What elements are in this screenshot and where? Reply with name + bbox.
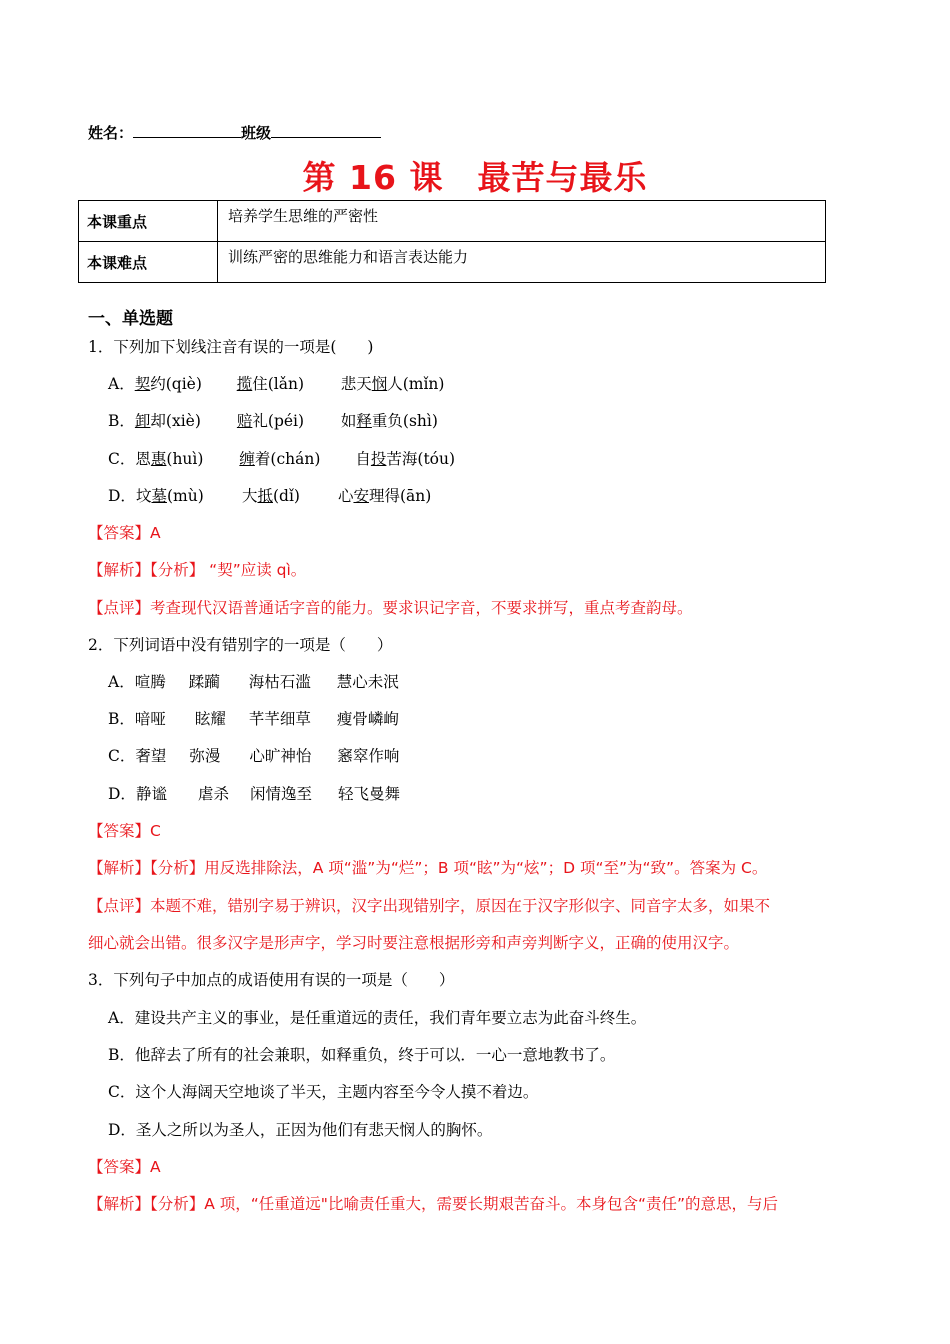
lesson-goals-table <box>78 200 826 283</box>
question-2-option-c: C．奢望 弥漫 心旷神怡 窸窣作响 <box>108 747 400 765</box>
question-3-option-a: A．建设共产主义的事业，是任重道远的责任，我们青年要立志为此奋斗终生。 <box>108 1009 647 1027</box>
question-2-comment-line-2: 细心就会出错。很多汉字是形声字，学习时要注意根据形旁和声旁判断字义，正确的使用汉字。 <box>88 934 740 952</box>
question-1-option-d: D．坟墓(mù) 大抵(dǐ) 心安理得(ān) <box>108 487 432 505</box>
question-1-comment: 【点评】考查现代汉语普通话字音的能力。要求识记字音，不要求拼写，重点考查韵母。 <box>88 599 693 617</box>
class-blank[interactable] <box>271 123 381 138</box>
question-2-analysis: 【解析】【分析】用反选排除法，A 项“滥”为“烂”；B 项“眩”为“炫”；D 项“至”为“致”。答案为 C。 <box>88 859 768 877</box>
question-2-option-d: D．静谧 虐杀 闲情逸至 轻飞曼舞 <box>108 785 400 803</box>
question-1-analysis: 【解析】【分析】 “契”应读 qì。 <box>88 561 307 579</box>
question-3-answer: 【答案】A <box>88 1158 161 1176</box>
goal-key: 本课重点 <box>79 201 218 242</box>
question-2-answer: 【答案】C <box>88 822 161 840</box>
question-1-stem: 1．下列加下划线注音有误的一项是( ) <box>88 338 374 356</box>
question-3-option-b: B．他辞去了所有的社会兼职，如释重负，终于可以．一心一意地教书了。 <box>108 1046 616 1064</box>
question-1-option-c: C．恩惠(huì) 缠着(chán) 自投苦海(tóu) <box>108 450 456 468</box>
question-1-option-a: A．契约(qiè) 揽住(lǎn) 悲天悯人(mǐn) <box>108 375 445 393</box>
goal-key: 本课难点 <box>79 242 218 283</box>
question-3-analysis: 【解析】【分析】A 项，“任重道远"比喻责任重大，需要长期艰苦奋斗。本身包含“责任”的意思，与后 <box>88 1195 779 1213</box>
lesson-number: 第 16 课 <box>302 158 444 197</box>
page-title <box>0 152 950 199</box>
question-2-option-a: A．喧腾 蹂躏 海枯石滥 慧心未泯 <box>108 673 399 691</box>
question-2-comment-line-1: 【点评】本题不难，错别字易于辨识，汉字出现错别字，原因在于汉字形似字、同音字太多，如果不 <box>88 897 771 915</box>
name-blank[interactable] <box>133 123 241 138</box>
name-label: 姓名： <box>88 124 134 142</box>
question-2-option-b: B．喑哑 眩耀 芊芊细草 瘦骨嶙峋 <box>108 710 399 728</box>
question-1-answer: 【答案】A <box>88 524 161 542</box>
student-info-line <box>88 122 381 143</box>
question-3-option-c: C．这个人海阔天空地谈了半天，主题内容至今令人摸不着边。 <box>108 1083 539 1101</box>
question-3-option-d: D．圣人之所以为圣人，正因为他们有悲天悯人的胸怀。 <box>108 1121 493 1139</box>
class-label: 班级 <box>241 124 272 142</box>
goal-row-key-point <box>79 201 826 242</box>
lesson-topic: 最苦与最乐 <box>477 158 648 197</box>
question-3-stem: 3．下列句子中加点的成语使用有误的一项是（ ） <box>88 971 455 989</box>
section-title: 一、单选题 <box>88 309 173 329</box>
goal-value: 培养学生思维的严密性 <box>218 201 826 242</box>
goal-value: 训练严密的思维能力和语言表达能力 <box>218 242 826 283</box>
goal-row-difficulty <box>79 242 826 283</box>
question-2-stem: 2．下列词语中没有错别字的一项是（ ） <box>88 636 393 654</box>
question-1-option-b: B．卸却(xiè) 赔礼(péi) 如释重负(shì) <box>108 412 438 430</box>
